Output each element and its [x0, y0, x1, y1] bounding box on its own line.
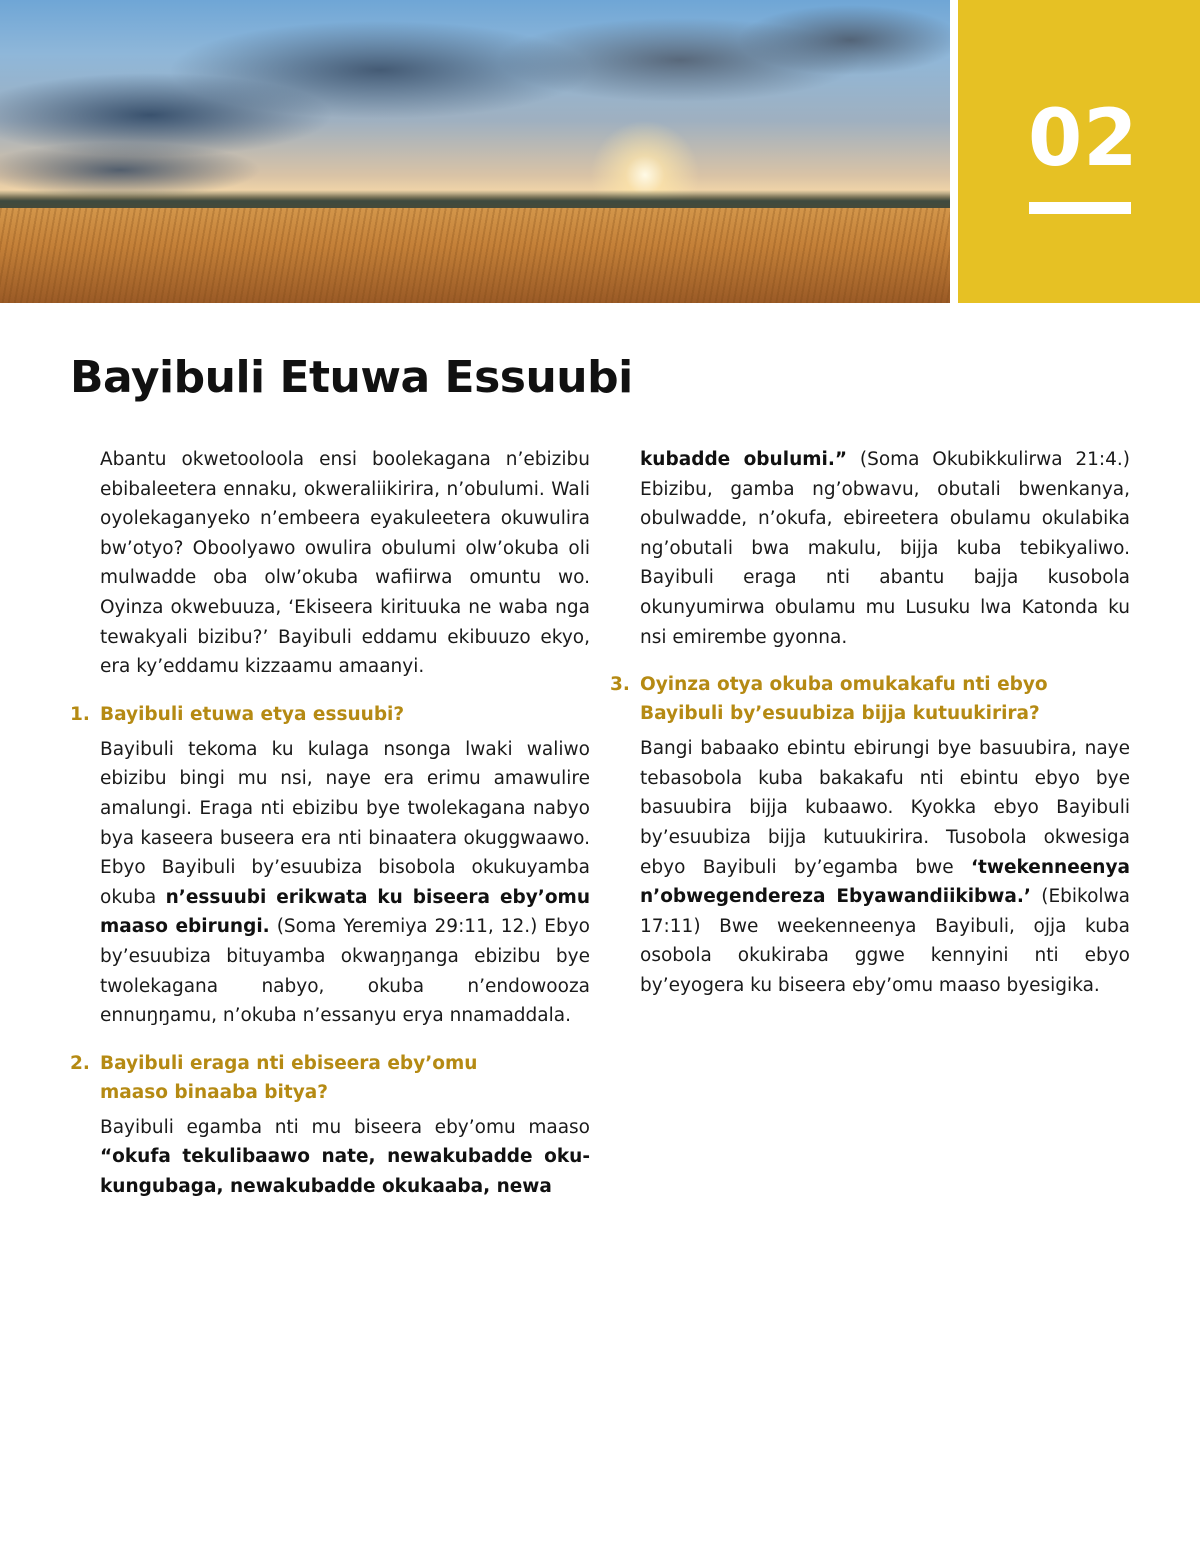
intro-paragraph: Abantu okwetooloola ensi boolekagana n’ebizibu ebibaleetera ennaku, okweraliikirira, n’obulumi. Wali oyolekaganyeko n’embeera eyakuleetera okuwulira bw’otyo? Oboolyawo owulira obulumi olw’okuba oli mulwadde oba olw’okuba wafiirwa omuntu wo. Oyinza okwebuuza, ‘Ekiseera kirituuka ne waba nga tewakyali bizibu?’ Bayibuli eddamu ekibuuzo ekyo, era ky’eddamu kizzaamu amaanyi.	[100, 449, 590, 678]
answer-emphasis: “okufa tekulibaawo nate, newakubadde okukungubaga, newakubadde okukaaba, newa	[100, 1146, 590, 1197]
answer-text: (Soma Okubikkulirwa 21:4.) Ebizibu, gamba ng’obwavu, obutali bwenkanya, obulwadde, n’okufa, ebireetera obulamu okulabika ng’obutali bwa makulu, bijja kuba tebikyaliwo. Bayibuli eraga nti abantu bajja kusobola okunyumirwa obulamu mu Lusuku lwa Katonda ku nsi emirembe gyonna.	[640, 449, 1130, 648]
answer-text: (Soma Yeremiya 29:11, 12.) Ebyo by’esuubiza bituyamba okwaŋŋanga ebizibu bye twolekagana nabyo, okuba n’endowooza ennuŋŋamu, n’okuba n’essanyu erya nnamaddala.	[100, 916, 590, 1027]
question-number: 3.	[610, 674, 630, 696]
answer-emphasis: kubadde obulumi.”	[640, 449, 848, 470]
answer-1	[70, 735, 590, 1031]
chapter-number: 02	[1028, 94, 1139, 184]
chapter-underline	[1029, 202, 1131, 214]
question-text: Bayibuli eraga nti ebiseera eby’omu maaso binaaba bitya?	[100, 1052, 478, 1103]
answer-emphasis: n’essuubi erikwata ku biseera eby’omu maaso ebirungi.	[100, 886, 590, 938]
answer-text: Bangi babaako ebintu ebirungi bye basuubira, naye tebasobola kuba bakakafu nti ebintu ebyo bye basuubira bijja kubaawo. Kyokka ebyo Bayibuli by’esuubiza bijja kutuukirira. Tusobola okwesiga ebyo Bayibuli by’egamba bwe	[640, 738, 1130, 878]
question-text: Oyinza otya okuba omukakafu nti ebyo Bayibuli by’esuubiza bijja kutuukirira?	[640, 674, 1048, 725]
answer-2-part-1	[70, 1113, 590, 1202]
question-2	[70, 1049, 590, 1107]
answer-2-part-2	[610, 445, 1130, 652]
answer-emphasis: ‘twekenneenya n’obwegendereza Ebyawandiikibwa.’	[640, 856, 1130, 908]
answer-text: Bayibuli tekoma ku kulaga nsonga lwaki waliwo ebizibu bingi mu nsi, naye era erimu amawulire amalungi. Eraga nti ebizibu bye twolekagana nabyo bya kaseera buseera era nti binaatera okuggwaawo. Ebyo Bayibuli by’esuubiza bisobola okukuyamba okuba	[100, 738, 590, 908]
answer-3	[610, 734, 1130, 1000]
cloud-layer	[0, 0, 950, 197]
answer-text: Bayibuli egamba nti mu biseera eby’omu maaso	[100, 1116, 590, 1138]
question-number: 1.	[70, 703, 90, 725]
answer-text: (Ebikolwa 17:11) Bwe weekenneenya Bayibuli, ojja kuba osobola okukiraba ggwe kennyini nti ebyo by’eyogera ku biseera eby’omu maaso byesigika.	[640, 886, 1131, 996]
question-text: Bayibuli etuwa etya essuubi?	[100, 703, 405, 725]
hero-image	[0, 0, 950, 303]
question-3	[610, 670, 1130, 728]
question-number: 2.	[70, 1052, 90, 1074]
chapter-badge	[958, 0, 1200, 303]
right-column	[610, 445, 1130, 1001]
left-column	[70, 445, 590, 1201]
page-title: Bayibuli Etuwa Essuubi	[70, 352, 633, 403]
question-1	[70, 700, 590, 729]
wheat-field	[0, 208, 950, 303]
